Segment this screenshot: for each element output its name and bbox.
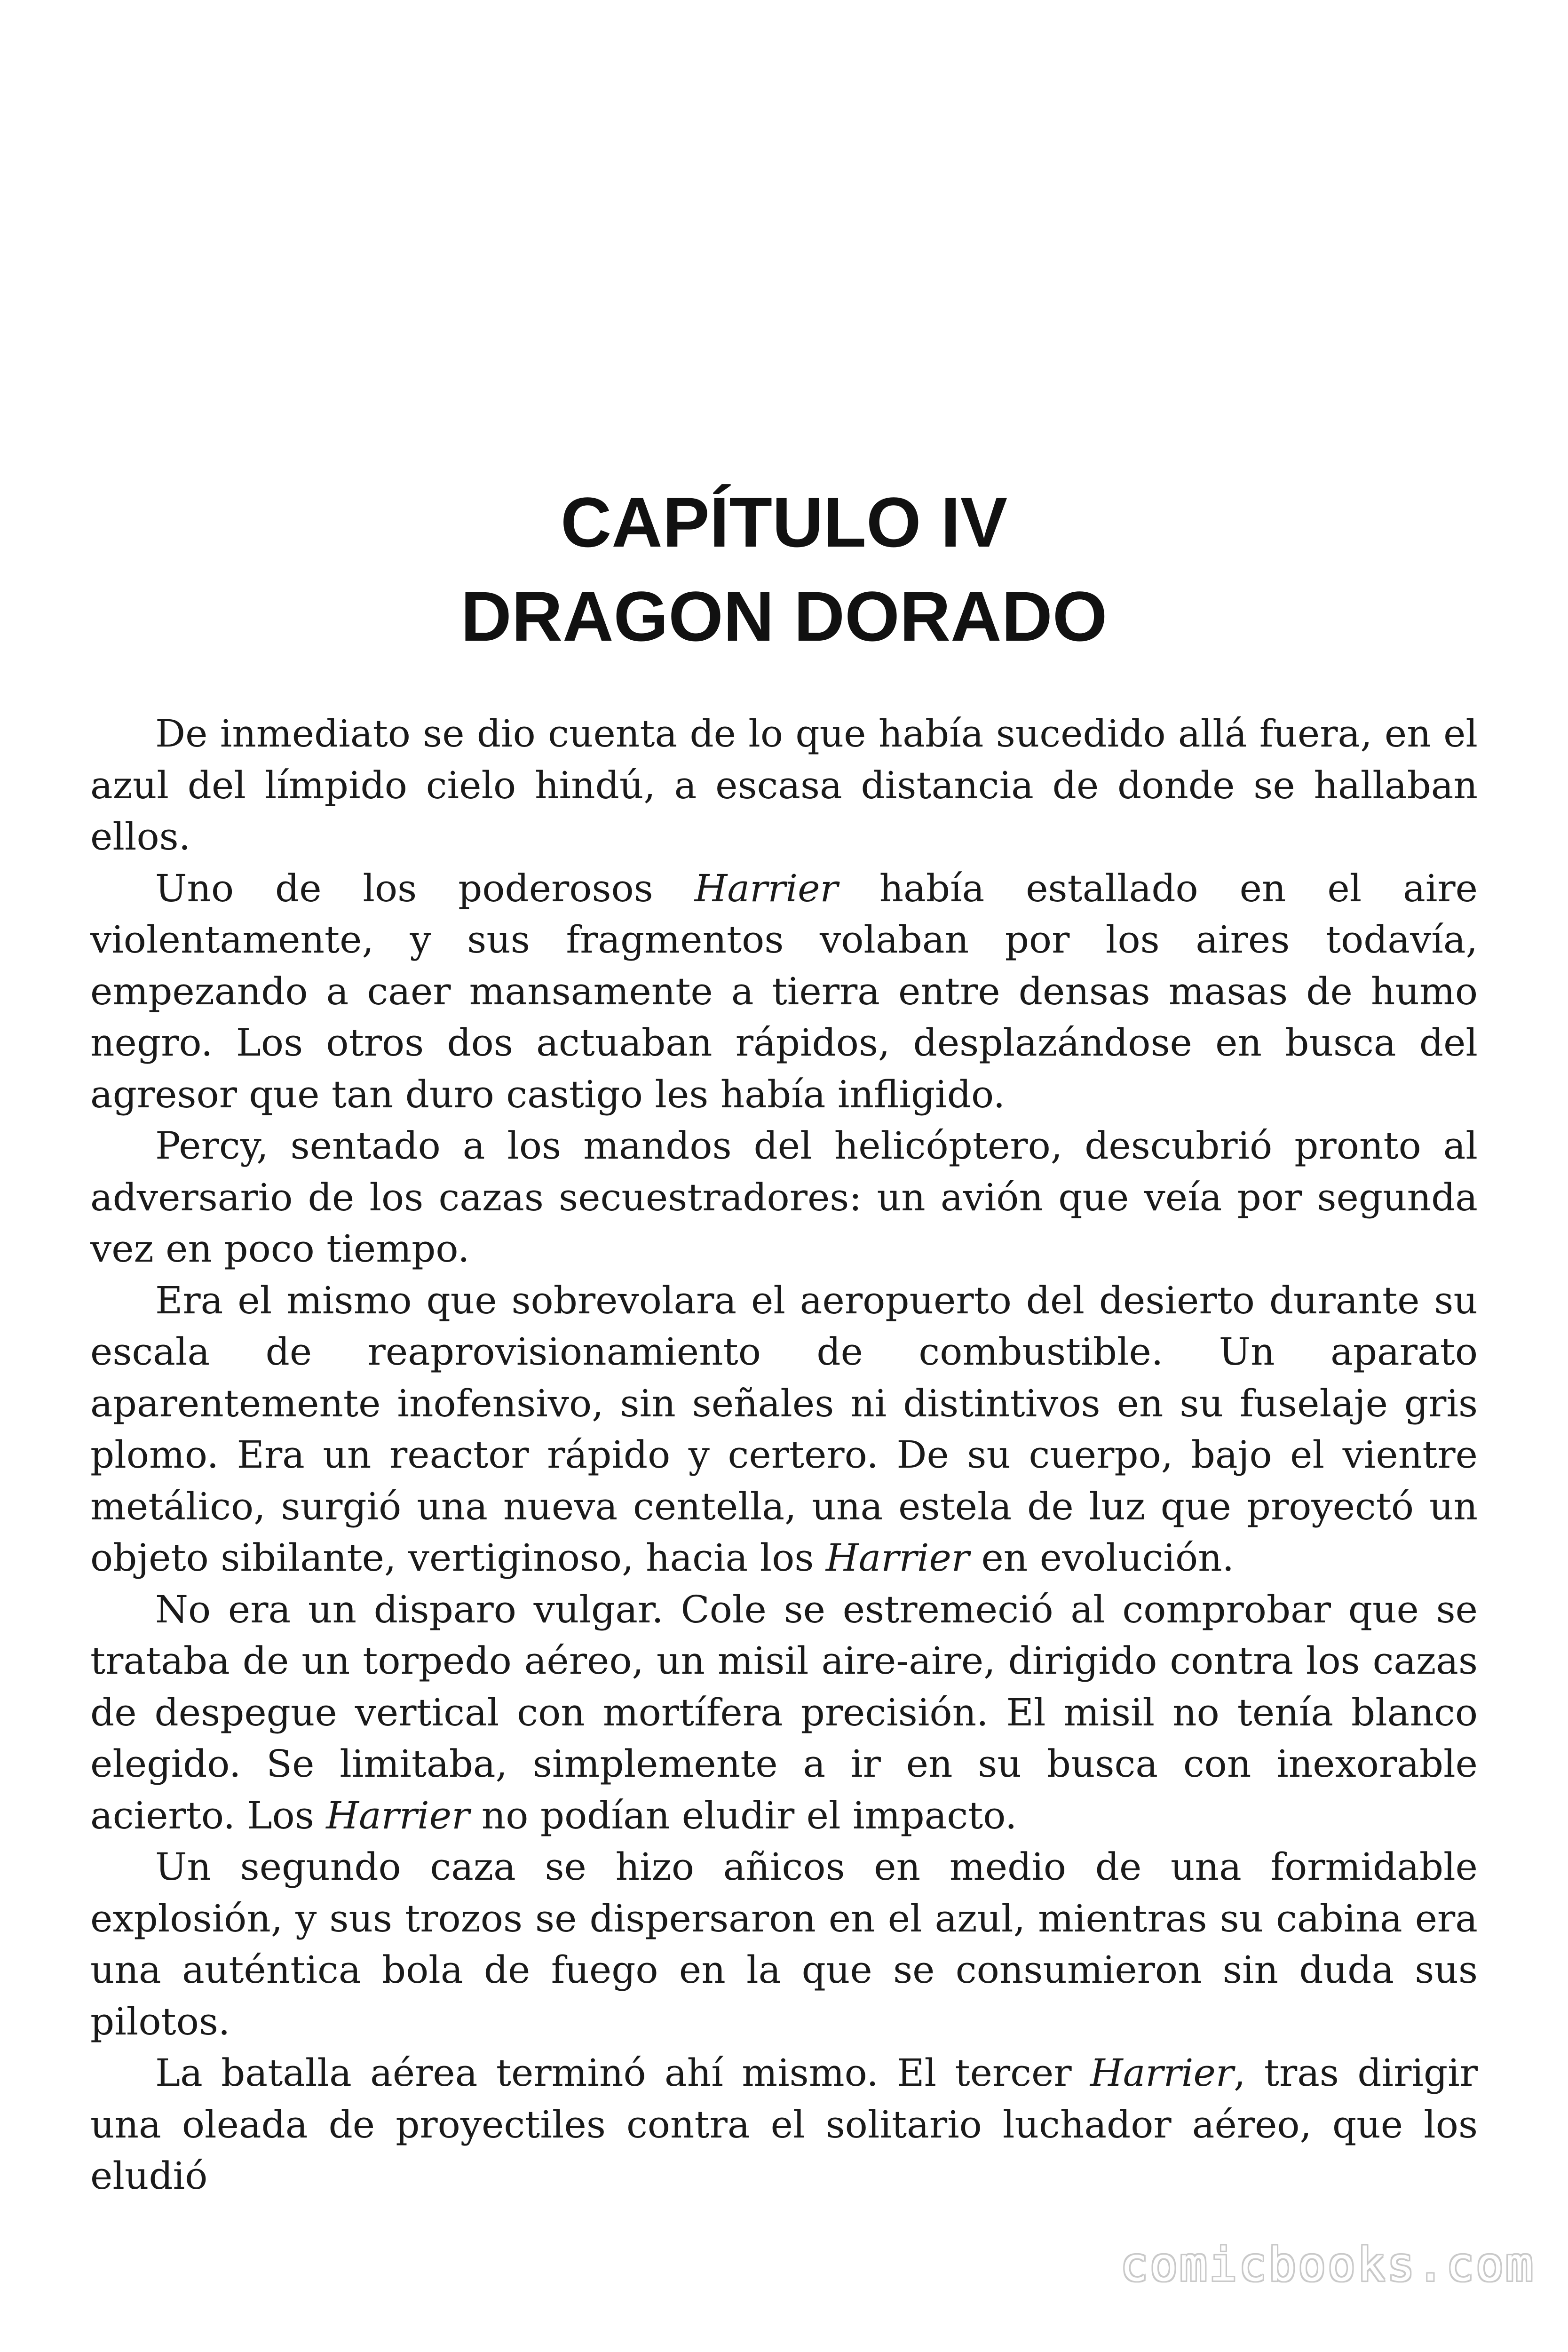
text-run: De inmediato se dio cuenta de lo que había sucedido allá fuera, en el azul del límpido cielo hindú, a escasa distancia de donde se hallaban ellos.: [90, 712, 1478, 858]
watermark-logo: comicbooks.com: [1120, 2238, 1535, 2292]
text-run: Uno de los poderosos: [155, 866, 695, 910]
text-run: La batalla aérea terminó ahí mismo. El tercer: [155, 2051, 1090, 2095]
italic-term: Harrier: [694, 866, 838, 910]
text-run: No era un disparo vulgar. Cole se estremeció al comprobar que se trataba de un torpedo aéreo, un misil aire-aire, dirigido contra los cazas de despegue vertical con mortífera precisión. El misil no tenía blanco elegido. Se limitaba, simplemente a ir en su busca con inexorable acierto. Los: [90, 1587, 1478, 1837]
italic-term: Harrier: [326, 1793, 470, 1837]
body-paragraph: [90, 1841, 1478, 2047]
body-paragraph: [90, 863, 1478, 1120]
text-run: Un segundo caza se hizo añicos en medio de una formidable explosión, y sus trozos se dispersaron en el azul, mientras su cabina era una auténtica bola de fuego en la que se consumieron sin duda sus pilotos.: [90, 1845, 1478, 2043]
text-run: en evolución.: [969, 1536, 1235, 1580]
chapter-heading: [0, 475, 1568, 663]
body-paragraph: [90, 708, 1478, 863]
body-paragraph: [90, 2047, 1478, 2202]
chapter-title: DRAGON DORADO: [460, 577, 1108, 656]
body-paragraph: [90, 1275, 1478, 1584]
text-run: , tras dirigir una oleada de proyectiles contra el solitario luchador aéreo, que los eludió: [90, 2051, 1478, 2198]
text-run: Era el mismo que sobrevolara el aeropuerto del desierto durante su escala de reaprovisionamiento de combustible. Un aparato aparentemente inofensivo, sin señales ni distintivos en su fuselaje gris plomo. Era un reactor rápido y certero. De su cuerpo, bajo el vientre metálico, surgió una nueva centella, una estela de luz que proyectó un objeto sibilante, vertiginoso, hacia los: [90, 1278, 1478, 1580]
italic-term: Harrier: [825, 1536, 970, 1580]
italic-term: Harrier: [1090, 2051, 1234, 2095]
text-run: Percy, sentado a los mandos del helicóptero, descubrió pronto al adversario de los cazas secuestradores: un avión que veía por segunda vez en poco tiempo.: [90, 1124, 1478, 1271]
body-paragraph: [90, 1584, 1478, 1842]
chapter-number: CAPÍTULO IV: [560, 483, 1008, 562]
text-run: no podían eludir el impacto.: [469, 1793, 1017, 1837]
text-run: había estallado en el aire violentamente, y sus fragmentos volaban por los aires todavía, empezando a caer mansamente a tierra entre densas masas de humo negro. Los otros dos actuaban rápidos, desplazándose en busca del agresor que tan duro castigo les había infligido.: [90, 866, 1478, 1116]
chapter-body-text: [90, 708, 1478, 2202]
body-paragraph: [90, 1120, 1478, 1275]
